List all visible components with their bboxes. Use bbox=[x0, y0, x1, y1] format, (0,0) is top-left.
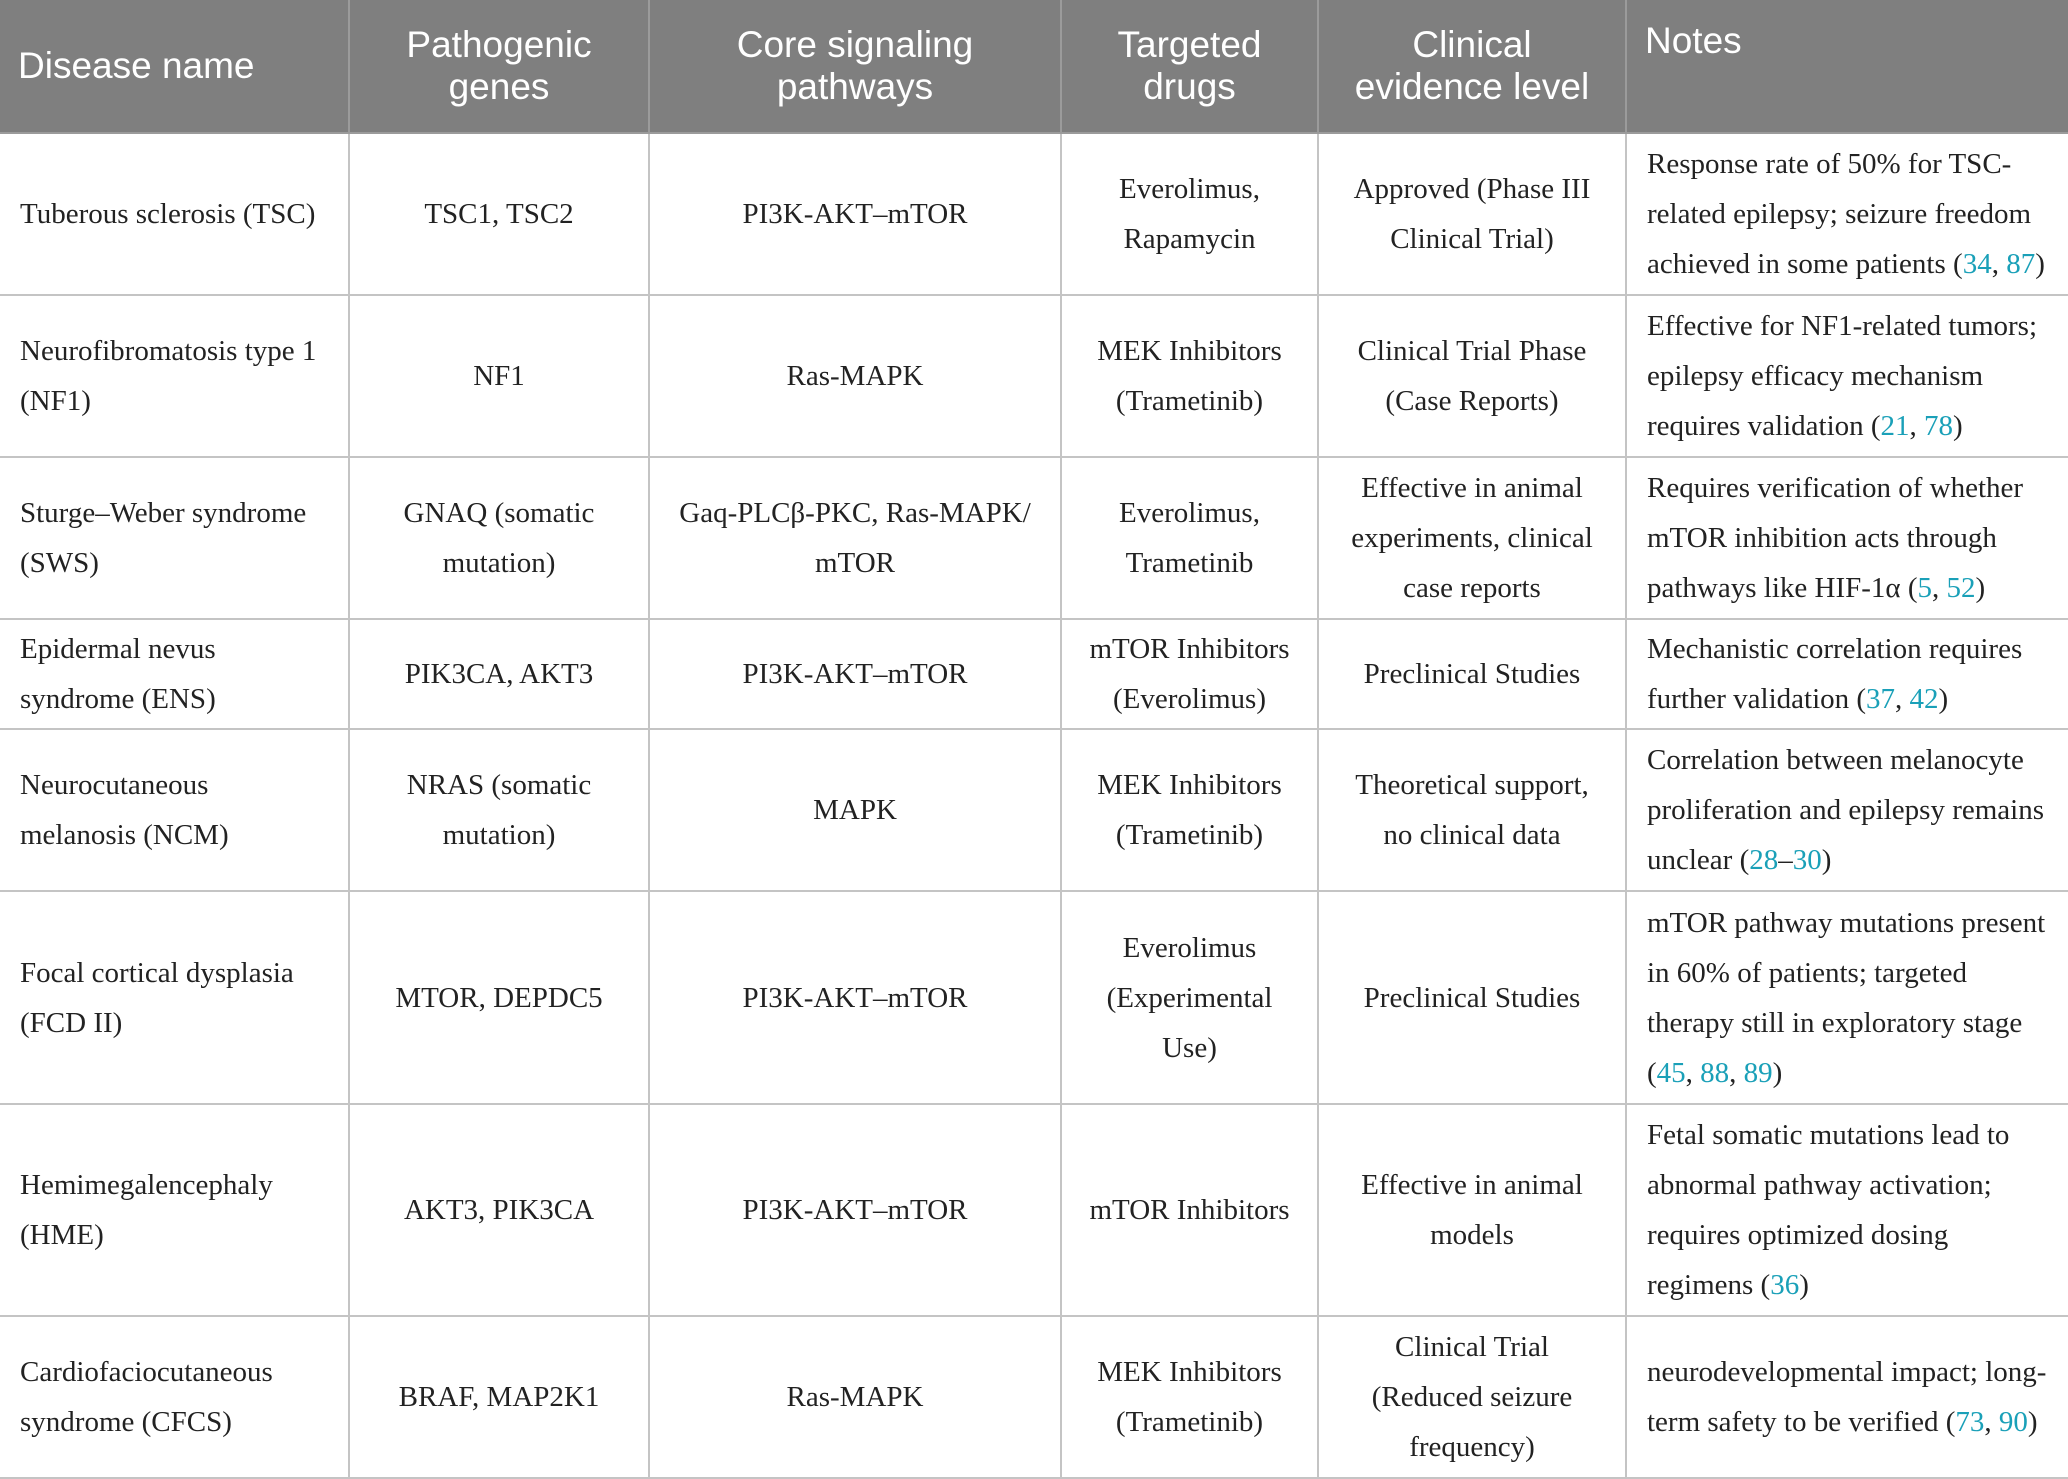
table-row bbox=[0, 1104, 2068, 1316]
notes-cell bbox=[1626, 295, 2068, 457]
header-row bbox=[0, 0, 2068, 133]
reference-separator: , bbox=[1984, 1406, 1999, 1438]
table-row bbox=[0, 295, 2068, 457]
reference-separator: , bbox=[1991, 248, 2007, 280]
targeted-drugs-cell: mTOR Inhibitors (Everolimus) bbox=[1061, 619, 1318, 729]
pathogenic-genes-cell: NF1 bbox=[349, 295, 649, 457]
pathogenic-genes-cell: PIK3CA, AKT3 bbox=[349, 619, 649, 729]
targeted-drugs-cell: MEK Inhibitors (Trametinib) bbox=[1061, 1316, 1318, 1478]
reference-separator: , bbox=[1909, 410, 1925, 442]
targeted-drugs-cell: Everolimus, Trametinib bbox=[1061, 457, 1318, 619]
reference-link[interactable]: 78 bbox=[1924, 410, 1954, 442]
reference-link[interactable]: 89 bbox=[1743, 1056, 1773, 1089]
signaling-pathways-cell: Ras-MAPK bbox=[649, 295, 1061, 457]
notes-text: Response rate of 50% for TSC-related epilepsy; seizure freedom achieved in some patients ( bbox=[1647, 148, 2032, 280]
notes-cell bbox=[1626, 891, 2068, 1104]
notes-cell bbox=[1626, 619, 2068, 729]
notes-close: ) bbox=[1953, 410, 1963, 442]
header-disease-name: Disease name bbox=[0, 0, 349, 133]
notes-text: Fetal somatic mutations lead to abnormal pathway activation; requires optimized dosing regimens ( bbox=[1647, 1119, 2010, 1301]
evidence-level-cell: Approved (Phase III Clinical Trial) bbox=[1318, 133, 1626, 295]
reference-separator: , bbox=[1729, 1056, 1744, 1089]
reference-link[interactable]: 30 bbox=[1792, 844, 1822, 876]
notes-cell bbox=[1626, 1104, 2068, 1316]
table-row bbox=[0, 619, 2068, 729]
notes-cell bbox=[1626, 457, 2068, 619]
disease-name-cell: Epidermal nevus syndrome (ENS) bbox=[0, 619, 349, 729]
disease-name-cell: Neurocutaneous melanosis (NCM) bbox=[0, 729, 349, 891]
signaling-pathways-cell: Ras-MAPK bbox=[649, 1316, 1061, 1478]
reference-link[interactable]: 5 bbox=[1917, 572, 1933, 604]
notes-text: Correlation between melanocyte proliferation and epilepsy remains unclear ( bbox=[1647, 744, 2045, 876]
table-row bbox=[0, 457, 2068, 619]
reference-link[interactable]: 37 bbox=[1866, 683, 1896, 715]
signaling-pathways-cell: MAPK bbox=[649, 729, 1061, 891]
reference-separator: , bbox=[1932, 572, 1947, 604]
disease-name-cell: Focal cortical dysplasia (FCD II) bbox=[0, 891, 349, 1104]
reference-link[interactable]: 88 bbox=[1700, 1056, 1730, 1089]
header-pathogenic-genes: Pathogenic genes bbox=[349, 0, 649, 133]
reference-link[interactable]: 90 bbox=[1998, 1406, 2028, 1438]
reference-link[interactable]: 34 bbox=[1962, 248, 1992, 280]
header-notes: Notes bbox=[1626, 0, 2068, 133]
notes-close: ) bbox=[1938, 683, 1949, 715]
evidence-level-cell: Preclinical Studies bbox=[1318, 891, 1626, 1104]
reference-link[interactable]: 42 bbox=[1909, 683, 1939, 715]
signaling-pathways-cell: PI3K-AKT–mTOR bbox=[649, 1104, 1061, 1316]
notes-close: ) bbox=[1772, 1056, 1783, 1089]
pathogenic-genes-cell: MTOR, DEPDC5 bbox=[349, 891, 649, 1104]
targeted-drugs-cell: Everolimus, Rapamycin bbox=[1061, 133, 1318, 295]
targeted-drugs-cell: mTOR Inhibitors bbox=[1061, 1104, 1318, 1316]
targeted-drugs-cell: Everolimus (Experimental Use) bbox=[1061, 891, 1318, 1104]
reference-separator: , bbox=[1685, 1056, 1701, 1089]
reference-separator: , bbox=[1895, 683, 1910, 715]
header-clinical-evidence-level: Clinical evidence level bbox=[1318, 0, 1626, 133]
targeted-drugs-cell: MEK Inhibitors (Trametinib) bbox=[1061, 295, 1318, 457]
notes-text: neurodevelopmental impact; long-term safety to be verified ( bbox=[1647, 1356, 2047, 1438]
signaling-pathways-cell: PI3K-AKT–mTOR bbox=[649, 891, 1061, 1104]
notes-close: ) bbox=[2027, 1406, 2038, 1438]
evidence-level-cell: Clinical Trial (Reduced seizure frequency) bbox=[1318, 1316, 1626, 1478]
notes-text: Requires verification of whether mTOR inhibition acts through pathways like HIF-1α ( bbox=[1647, 472, 2024, 604]
notes-cell bbox=[1626, 133, 2068, 295]
table-row bbox=[0, 1316, 2068, 1478]
signaling-pathways-cell: PI3K-AKT–mTOR bbox=[649, 133, 1061, 295]
disease-name-cell: Tuberous sclerosis (TSC) bbox=[0, 133, 349, 295]
disease-name-cell: Neurofibromatosis type 1 (NF1) bbox=[0, 295, 349, 457]
pathogenic-genes-cell: GNAQ (somatic mutation) bbox=[349, 457, 649, 619]
evidence-level-cell: Effective in animal experiments, clinical case reports bbox=[1318, 457, 1626, 619]
evidence-level-cell: Clinical Trial Phase (Case Reports) bbox=[1318, 295, 1626, 457]
header-targeted-drugs: Targeted drugs bbox=[1061, 0, 1318, 133]
notes-text: Mechanistic correlation requires further validation ( bbox=[1647, 633, 2023, 715]
evidence-level-cell: Theoretical support, no clinical data bbox=[1318, 729, 1626, 891]
reference-link[interactable]: 73 bbox=[1955, 1406, 1985, 1438]
reference-separator: – bbox=[1778, 844, 1793, 876]
notes-cell bbox=[1626, 1316, 2068, 1478]
reference-link[interactable]: 28 bbox=[1749, 844, 1779, 876]
pathogenic-genes-cell: AKT3, PIK3CA bbox=[349, 1104, 649, 1316]
targeted-drugs-cell: MEK Inhibitors (Trametinib) bbox=[1061, 729, 1318, 891]
pathogenic-genes-cell: TSC1, TSC2 bbox=[349, 133, 649, 295]
disease-name-cell: Hemimegalencephaly (HME) bbox=[0, 1104, 349, 1316]
signaling-pathways-cell: PI3K-AKT–mTOR bbox=[649, 619, 1061, 729]
evidence-level-cell: Effective in animal models bbox=[1318, 1104, 1626, 1316]
notes-close: ) bbox=[1821, 844, 1832, 876]
notes-cell bbox=[1626, 729, 2068, 891]
reference-link[interactable]: 36 bbox=[1770, 1269, 1800, 1301]
disease-name-cell: Cardiofaciocutaneous syndrome (CFCS) bbox=[0, 1316, 349, 1478]
header-core-signaling-pathways: Core signaling pathways bbox=[649, 0, 1061, 133]
pathogenic-genes-cell: NRAS (somatic mutation) bbox=[349, 729, 649, 891]
notes-close: ) bbox=[1975, 572, 1986, 604]
reference-link[interactable]: 21 bbox=[1880, 410, 1910, 442]
table-row bbox=[0, 729, 2068, 891]
table-row bbox=[0, 891, 2068, 1104]
notes-close: ) bbox=[1799, 1269, 1809, 1301]
pathogenic-genes-cell: BRAF, MAP2K1 bbox=[349, 1316, 649, 1478]
reference-link[interactable]: 52 bbox=[1946, 572, 1976, 604]
evidence-level-cell: Preclinical Studies bbox=[1318, 619, 1626, 729]
disease-name-cell: Sturge–Weber syndrome (SWS) bbox=[0, 457, 349, 619]
notes-close: ) bbox=[2035, 248, 2045, 280]
signaling-pathways-cell: Gaq-PLCβ-PKC, Ras-MAPK/ mTOR bbox=[649, 457, 1061, 619]
notes-text: mTOR pathway mutations present in 60% of patients; targeted therapy still in exploratory stage ( bbox=[1647, 906, 2046, 1089]
notes-text: Effective for NF1-related tumors; epilepsy efficacy mechanism requires validation ( bbox=[1647, 310, 2038, 442]
table-row bbox=[0, 133, 2068, 295]
reference-link[interactable]: 45 bbox=[1656, 1056, 1686, 1089]
reference-link[interactable]: 87 bbox=[2006, 248, 2036, 280]
